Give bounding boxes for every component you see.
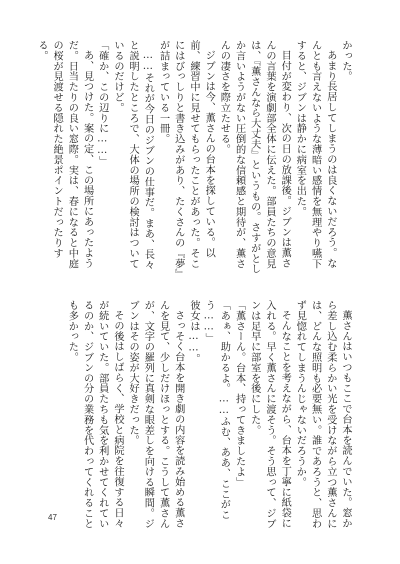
paragraph: 「確か、この辺りに……」 <box>96 40 108 167</box>
paragraph: 薫さんはいつもここで台本を読んでいた。窓から差し込む柔らかい光を受けながら立つ薫さんには、どんな照明も必要無い。誰であろうと、思わず見惚れてしまうんじゃないだろうか。 <box>294 300 351 529</box>
paragraph: かった。 <box>340 40 351 82</box>
paragraph: 彼女は……。 <box>187 300 199 364</box>
paragraph: ……それが今日のジブンの仕事だ。まあ、長々と説明したところで、大体の場所の検討はついているのだけど。 <box>111 40 154 271</box>
paragraph: 「薫さーん。台本、持ってきましたよ」 <box>233 300 245 488</box>
paragraph: そんなことを考えながら、台本を丁寧に紙袋に入れる。早く薫さんに渡そう。そう思って、ジブンは足早に部室を後にした。 <box>248 300 291 529</box>
text-column-top <box>35 40 353 275</box>
paragraph: 目付が変わり、次の日の放課後。ジブンは薫さんの言葉を演劇部全体に伝えた。部員たちの意見は、『薫さんなら大丈夫』というもの。さすがとしか言いようがない圧倒的な信頼感と期待が、薫さんの凄さを際立たせる。 <box>218 40 291 275</box>
page-number: 47 <box>48 513 57 522</box>
paragraph: さっそく台本を開き劇の内容を読み始める薫さんを見て、少しだけほっとする。こうして薫さんが、文字の羅列に真剣な眼差しを向ける瞬間。ジブンはその姿が大好きだった。 <box>127 300 184 529</box>
text-column-bottom <box>53 300 353 535</box>
paragraph: 「あぁ、助かるよ。……ふむ、ああ、ここがこう……」 <box>203 300 230 520</box>
paragraph: あ、見つけた。案の定、この場所にあったようだ。日当たりの良い窓際。実は、春になると中庭の桜が見渡せる隠れた絶景ポイントだったりする。 <box>35 40 93 269</box>
paragraph: あまり長居してしまうのは良くないだろう。なんとも言えないような薄暗い感情を無理やり嚥下すると、ジブンは静かに病室を出た。 <box>294 40 336 269</box>
paragraph: ジブンは今、薫さんの台本を探している。以前、練習中に見せてもらったことがあった。そこにはびっしりと書き込みがあり、たくさんの『夢』が詰まっている一冊。 <box>157 40 215 275</box>
paragraph: その後はしばらく、学校と病院を往復する日々が続いていた。部員たちも気を利かせてくれているのか、ジブンの分の業務を代わってくれることも多かった。 <box>66 300 123 529</box>
